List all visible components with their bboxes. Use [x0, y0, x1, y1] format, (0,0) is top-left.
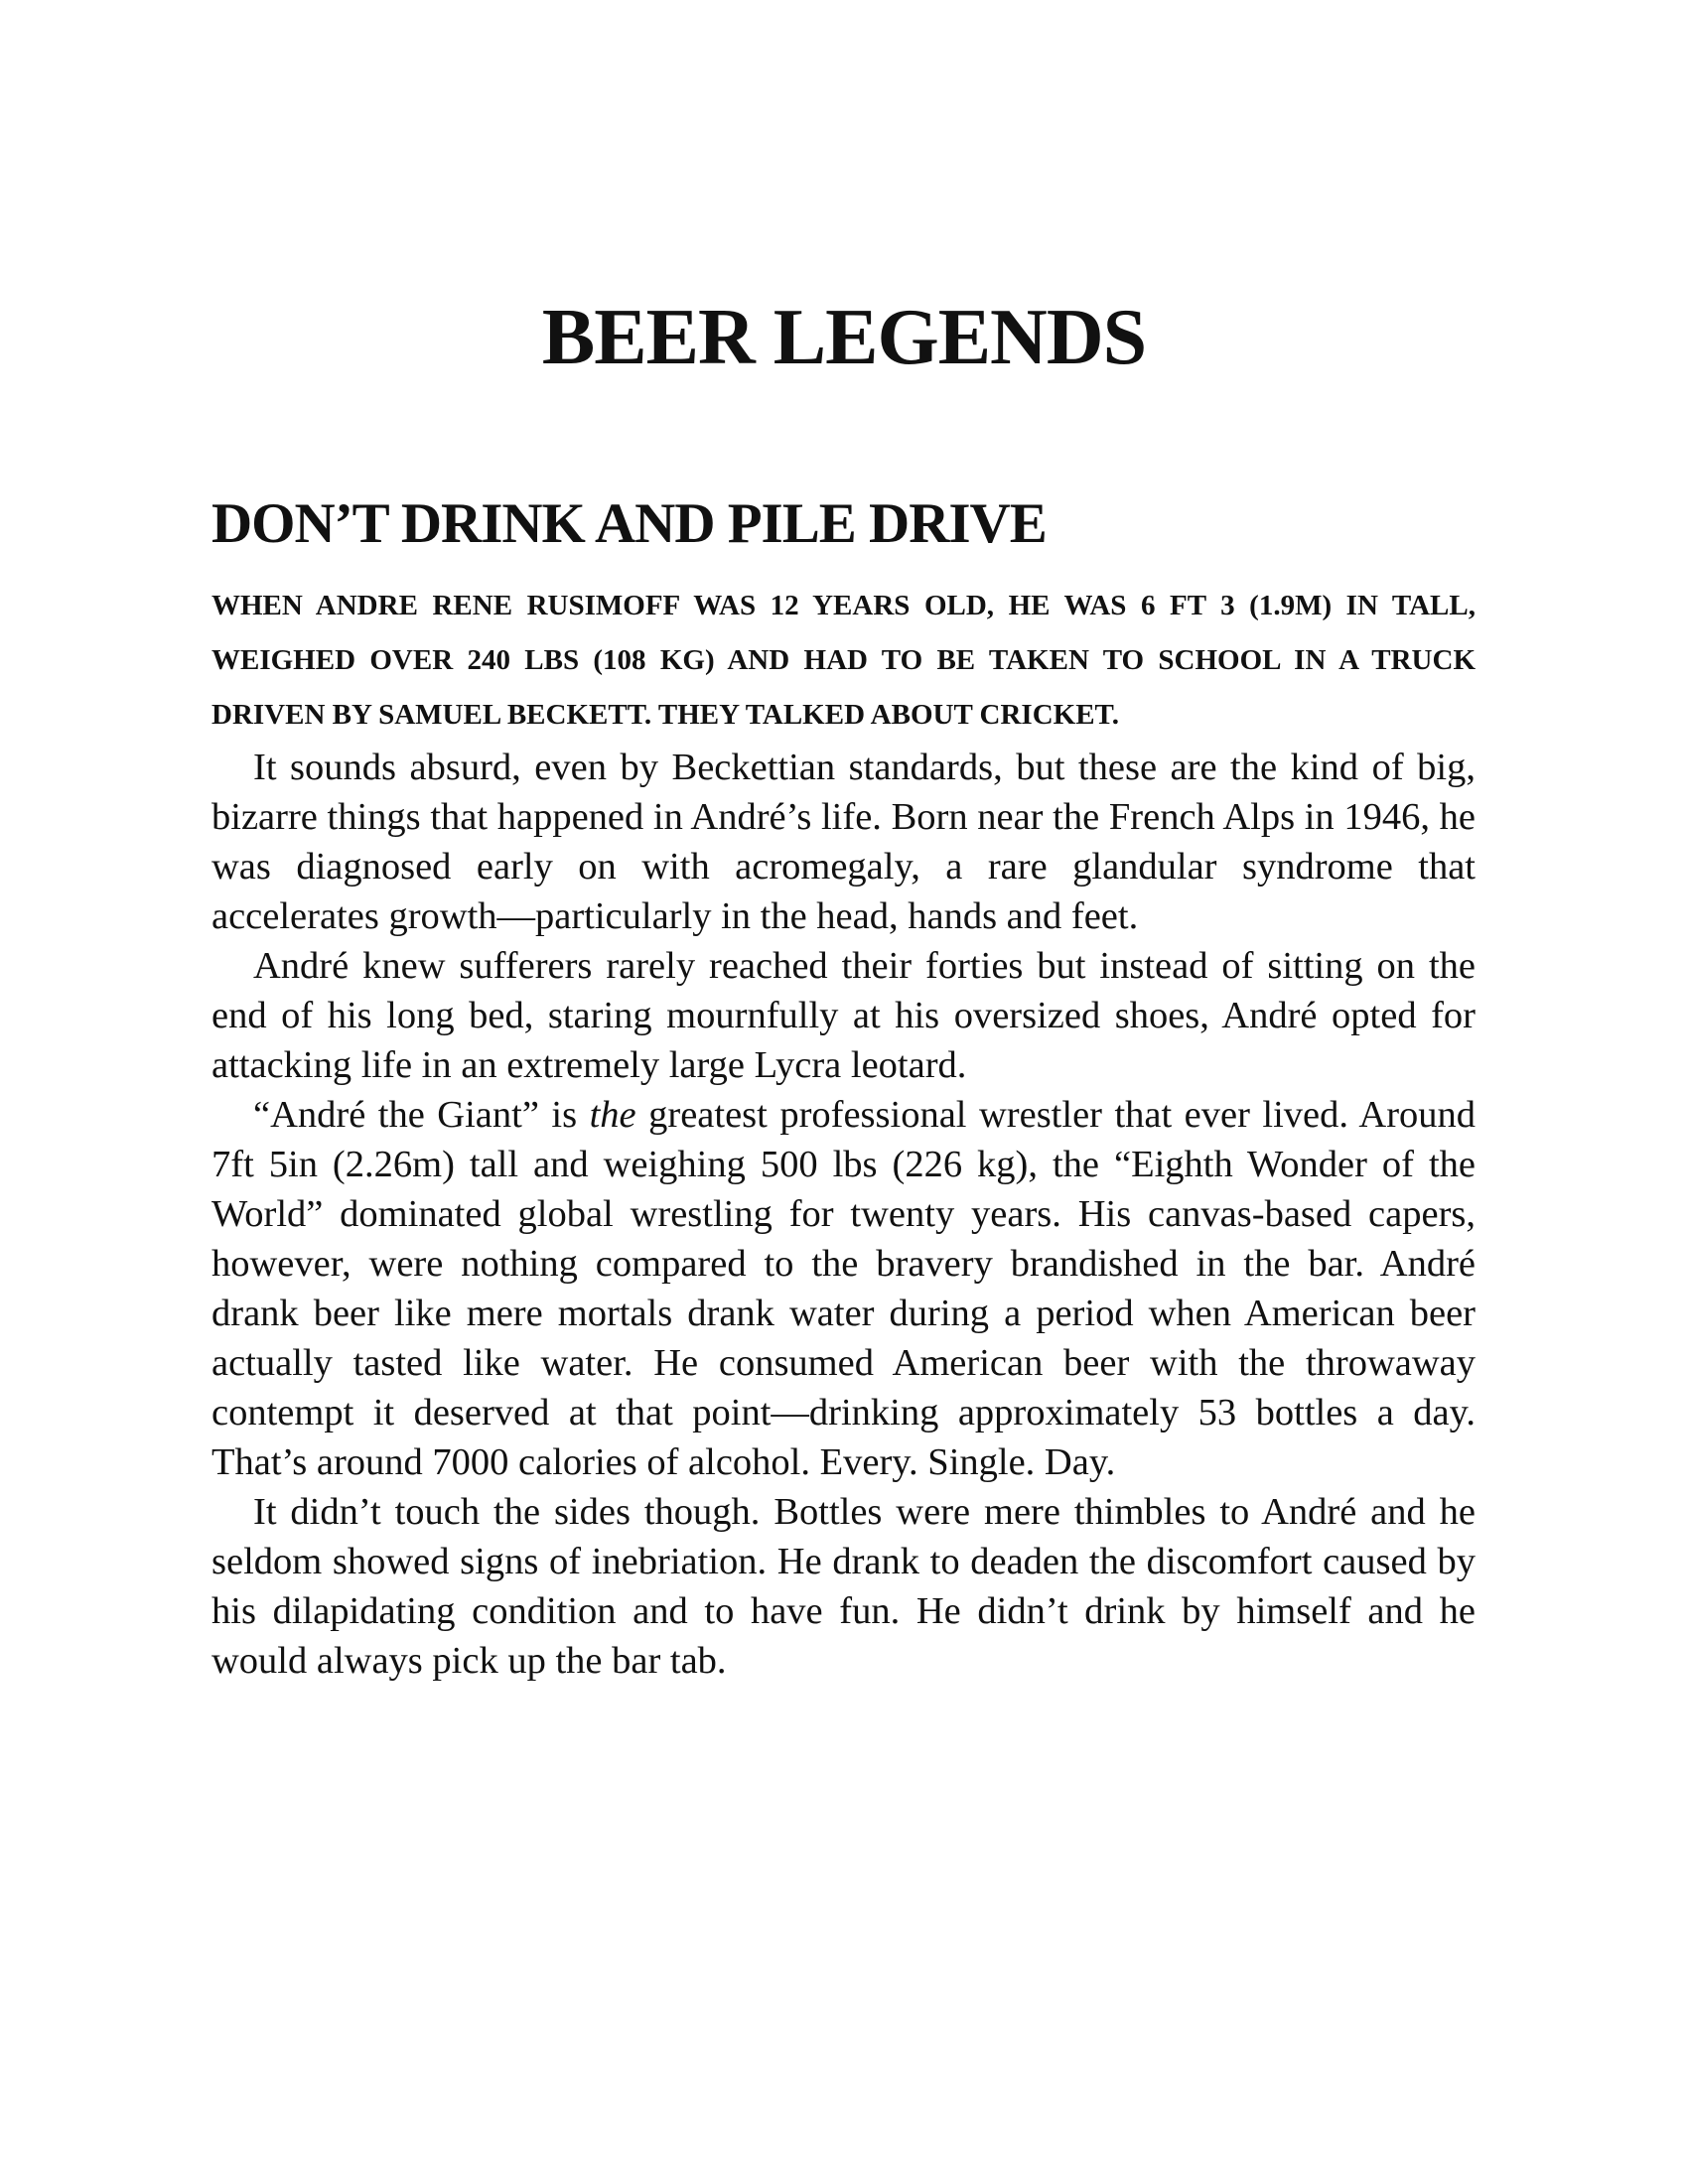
- body-paragraph-2: André knew sufferers rarely reached their forties but instead of sitting on the end of his long bed, staring mournfully at his oversized shoes, André opted for attacking life in an extremely large Lycra leotard.: [211, 945, 1476, 1086]
- paragraph-3-opening: “André the Giant” is: [253, 1094, 590, 1136]
- emphasized-word: the: [589, 1094, 636, 1136]
- lead-paragraph: WHEN ANDRE RENE RUSIMOFF WAS 12 YEARS OLD, HE WAS 6 FT 3 (1.9M) IN TALL, WEIGHED OVER 240 LBS (108 KG) AND HAD TO BE TAKEN TO SCHOOL IN A TRUCK DRIVEN BY SAMUEL BECKETT. THEY TALKED ABOUT CRICKET.: [211, 590, 1476, 731]
- chapter-title: BEER LEGENDS: [541, 294, 1147, 381]
- paragraph-3-rest: greatest professional wrestler that ever lived. Around 7ft 5in (2.26m) tall and weighing 500 lbs (226 kg), the “Eighth Wonder of the World” dominated global wrestling for twenty years. His canvas-based capers, however, were nothing compared to the bravery brandished in the bar. André drank beer like mere mortals drank water during a period when American beer actually tasted like water. He consumed American beer with the throwaway contempt it deserved at that point—drinking approximately 53 bottles a day. That’s around 7000 calories of alcohol. Every. Single. Day.: [211, 1094, 1477, 1483]
- section-title: DON’T DRINK AND PILE DRIVE: [211, 492, 1047, 555]
- body-paragraph-4: It didn’t touch the sides though. Bottles were mere thimbles to André and he seldom showed signs of inebriation. He drank to deaden the discomfort caused by his dilapidating condition and to have fun. He didn’t drink by himself and he would always pick up the bar tab.: [211, 1491, 1476, 1682]
- page-content: [211, 491, 1476, 1686]
- body-paragraph-3: [211, 1090, 1476, 1487]
- body-paragraph-1: It sounds absurd, even by Beckettian standards, but these are the kind of big, bizarre things that happened in André’s life. Born near the French Alps in 1946, he was diagnosed early on with acromegaly, a rare glandular syndrome that accelerates growth—particularly in the head, hands and feet.: [211, 747, 1476, 937]
